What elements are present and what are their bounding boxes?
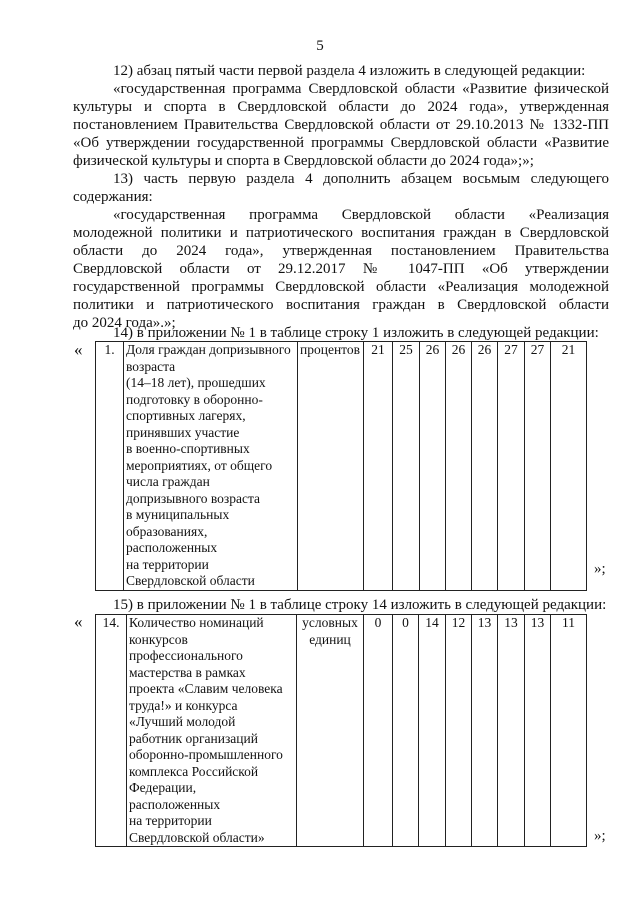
value-cell: 26 — [472, 342, 498, 591]
opening-quote: « — [74, 612, 83, 631]
value-cell: 26 — [446, 342, 472, 591]
indicator-name-line: «Лучший молодой — [129, 714, 236, 729]
indicator-name-line: Свердловской области — [126, 573, 255, 588]
indicator-name-line: на территории — [129, 813, 212, 828]
indicator-name-line: Свердловской области» — [129, 829, 265, 845]
paragraph-12-line: «государственная программа Свердловской области «Развитие физической — [113, 81, 609, 97]
indicator-name-line: оборонно-промышленного — [129, 747, 283, 762]
paragraph-13-line: государственной программы Свердловской области «Реализация молодежной — [73, 279, 609, 295]
value-cell: 0 — [364, 615, 393, 847]
value-cell: 13 — [498, 615, 525, 847]
value-cell: 12 — [446, 615, 472, 847]
paragraph-13-line: Свердловской области от 29.12.2017 № 1047-ПП «Об утверждении — [73, 261, 609, 277]
indicator-name-line: Федерации, — [129, 780, 197, 795]
value-cell: 11 — [551, 615, 587, 847]
paragraph-13-line: до 2024 года».»; — [73, 315, 176, 331]
item-15-heading: 15) в приложении № 1 в таблице строку 14 изложить в следующей редакции: — [113, 597, 607, 613]
row-number: 1. — [96, 342, 124, 591]
row-number: 14. — [96, 615, 127, 847]
value-cell: 21 — [551, 342, 587, 591]
indicator-name — [124, 342, 298, 591]
paragraph-13-line: содержания: — [73, 189, 153, 205]
value-cell: 25 — [393, 342, 420, 591]
unit-cell — [297, 615, 364, 847]
value-cell: 0 — [393, 615, 419, 847]
item-14-heading: 14) в приложении № 1 в таблице строку 1 изложить в следующей редакции: — [113, 325, 599, 341]
opening-quote: « — [74, 340, 83, 359]
paragraph-13-line: «государственная программа Свердловской области «Реализация — [113, 207, 609, 223]
indicator-name — [127, 615, 297, 847]
value-cell: 27 — [498, 342, 525, 591]
paragraph-12-line: культуры и спорта в Свердловской области до 2024 года», утвержденная — [73, 99, 609, 115]
unit-cell: процентов — [298, 342, 364, 591]
indicator-name-line: мероприятиях, от общего — [126, 457, 273, 473]
indicator-name-line: расположенных — [129, 796, 221, 812]
indicator-name-line: допризывного возраста — [126, 490, 261, 506]
value-cell: 27 — [525, 342, 551, 591]
indicator-name-line: числа граждан — [126, 474, 210, 489]
value-cell: 13 — [472, 615, 498, 847]
indicator-name-line: Доля граждан допризывного — [126, 342, 291, 357]
indicator-name-line: конкурсов — [129, 631, 188, 647]
indicator-name-line: в военно-спортивных — [126, 441, 250, 456]
indicator-name-line: возраста — [126, 358, 176, 374]
indicator-name-line: спортивных лагерях, — [126, 408, 246, 423]
indicator-name-line: на территории — [126, 556, 209, 572]
value-cell: 13 — [525, 615, 551, 847]
closing-quote: »; — [594, 828, 606, 844]
indicator-name-line: профессионального — [129, 648, 243, 663]
indicator-name-line: Количество номинаций — [129, 615, 264, 630]
indicator-name-line: мастерства в рамках — [129, 664, 246, 680]
page-number: 5 — [316, 38, 324, 54]
indicator-name-line: работник организаций — [129, 730, 258, 746]
value-cell: 14 — [419, 615, 446, 847]
paragraph-13-line: молодежной политики и патриотического воспитания граждан в Свердловской — [73, 225, 609, 241]
indicator-name-line: труда!» и конкурса — [129, 697, 238, 713]
value-cell: 21 — [364, 342, 393, 591]
table-row-14 — [95, 614, 587, 847]
value-cell: 26 — [420, 342, 446, 591]
paragraph-12-line: постановлением Правительства Свердловской области от 29.10.2013 № 1332-ПП — [73, 117, 609, 133]
paragraph-13-line: области до 2024 года», утвержденная постановлением Правительства — [73, 243, 609, 259]
indicator-name-line: образованиях, — [126, 523, 208, 539]
indicator-name-line: подготовку в оборонно- — [126, 391, 263, 407]
closing-quote: »; — [594, 561, 606, 577]
item-13-heading: 13) часть первую раздела 4 дополнить абзацем восьмым следующего — [113, 171, 609, 187]
indicator-name-line: в муниципальных — [126, 507, 230, 522]
table-row-1 — [95, 341, 587, 591]
paragraph-12-line: физической культуры и спорта в Свердловской области до 2024 года»;»; — [73, 153, 534, 169]
item-12-heading: 12) абзац пятый части первой раздела 4 изложить в следующей редакции: — [113, 63, 586, 79]
indicator-name-line: проекта «Славим человека — [129, 681, 283, 696]
unit-line: условных — [302, 615, 358, 630]
indicator-name-line: расположенных — [126, 540, 218, 555]
indicator-name-line: комплекса Российской — [129, 763, 259, 779]
indicator-name-line: принявших участие — [126, 424, 240, 440]
paragraph-13-line: политики и патриотического воспитания граждан в Свердловской области — [73, 297, 609, 313]
unit-line: единиц — [309, 631, 351, 647]
indicator-name-line: (14–18 лет), прошедших — [126, 375, 266, 390]
paragraph-12-line: «Об утверждении государственной программы Свердловской области «Развитие — [73, 135, 609, 151]
